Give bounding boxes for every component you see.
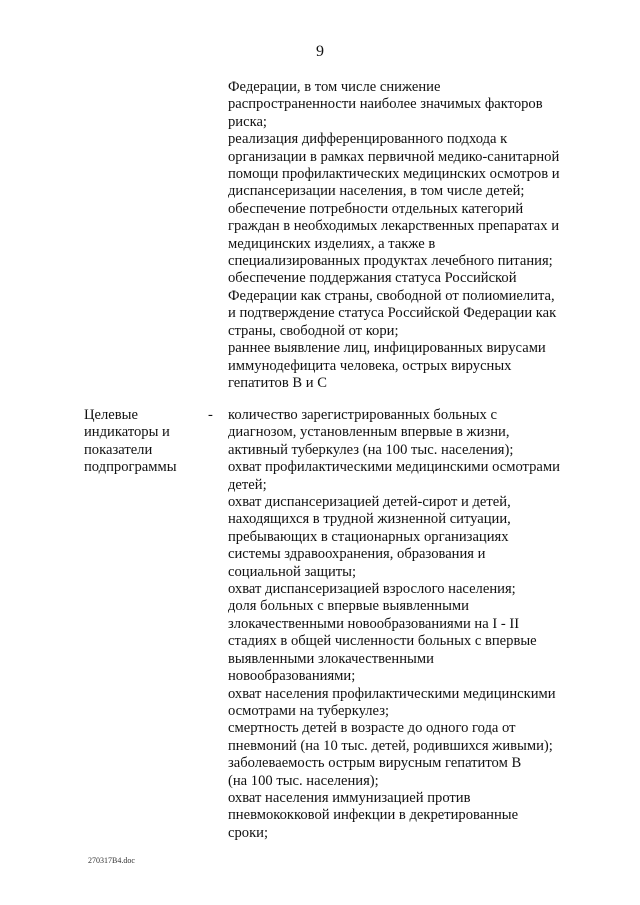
- text-line: помощи профилактических медицинских осмотров и: [228, 166, 560, 183]
- text-line: распространенности наиболее значимых факторов: [228, 96, 543, 113]
- text-line: реализация дифференцированного подхода к: [228, 131, 508, 148]
- continuation-text-block: [228, 79, 628, 392]
- text-line: обеспечение поддержания статуса Российской: [228, 270, 517, 287]
- label-line: Целевые: [84, 407, 138, 423]
- content-line: детей;: [228, 476, 267, 493]
- content-line: охват диспансеризацией взрослого населения;: [228, 581, 516, 598]
- text-line: иммунодефицита человека, острых вирусных: [228, 357, 512, 374]
- content-line: (на 100 тыс. населения);: [228, 772, 379, 789]
- text-line: раннее выявление лиц, инфицированных вирусами: [228, 340, 546, 357]
- content-line: пневмококковой инфекции в декретированные: [228, 807, 519, 824]
- label-line: подпрограммы: [84, 459, 177, 476]
- text-line: диспансеризации населения, в том числе детей;: [228, 183, 525, 200]
- content-line: доля больных с впервые выявленными: [228, 598, 469, 615]
- text-line: медицинских изделиях, а также в: [228, 235, 436, 252]
- content-line: находящихся в трудной жизненной ситуации,: [228, 511, 511, 528]
- section-dash: -: [208, 407, 213, 423]
- content-line: охват населения профилактическими медицинскими: [228, 685, 556, 702]
- content-line: осмотрами на туберкулез;: [228, 702, 390, 719]
- content-line: системы здравоохранения, образования и: [228, 546, 486, 563]
- text-line: гепатитов В и С: [228, 374, 327, 391]
- content-line: выявленными злокачественными: [228, 650, 434, 667]
- label-line: индикаторы и: [84, 424, 170, 441]
- text-line: Федерации, в том числе снижение: [228, 79, 441, 95]
- content-line: охват профилактическими медицинскими осмотрами: [228, 459, 560, 476]
- page-number: 9: [316, 43, 324, 60]
- content-line: стадиях в общей численности больных с впервые: [228, 633, 537, 650]
- content-line: сроки;: [228, 824, 269, 841]
- content-line: новообразованиями;: [228, 668, 356, 685]
- text-line: специализированных продуктах лечебного питания;: [228, 253, 553, 270]
- content-line: заболеваемость острым вирусным гепатитом В: [228, 755, 522, 772]
- content-line: смертность детей в возрасте до одного года от: [228, 720, 516, 737]
- text-line: риска;: [228, 113, 267, 130]
- text-line: страны, свободной от кори;: [228, 322, 399, 339]
- text-line: обеспечение потребности отдельных категорий: [228, 200, 524, 217]
- text-line: граждан в необходимых лекарственных препаратах и: [228, 218, 560, 235]
- section-content: [228, 407, 628, 842]
- text-line: Федерации как страны, свободной от полиомиелита,: [228, 287, 555, 304]
- label-line: показатели: [84, 441, 153, 458]
- content-line: охват диспансеризацией детей-сирот и детей,: [228, 494, 511, 511]
- content-line: диагнозом, установленным впервые в жизни,: [228, 424, 510, 441]
- content-line: злокачественными новообразованиями на I - II: [228, 615, 520, 632]
- content-line: пневмоний (на 10 тыс. детей, родившихся живыми);: [228, 737, 553, 754]
- section-label: [84, 407, 214, 477]
- content-line: охват населения иммунизацией против: [228, 789, 471, 806]
- footer-filename: 270317B4.doc: [88, 856, 135, 865]
- content-line: активный туберкулез (на 100 тыс. населения);: [228, 441, 514, 458]
- content-line: социальной защиты;: [228, 563, 357, 580]
- content-line: количество зарегистрированных больных с: [228, 407, 497, 423]
- content-line: пребывающих в стационарных организациях: [228, 528, 509, 545]
- text-line: организации в рамках первичной медико-санитарной: [228, 148, 560, 165]
- text-line: и подтверждение статуса Российской Федерации как: [228, 305, 557, 322]
